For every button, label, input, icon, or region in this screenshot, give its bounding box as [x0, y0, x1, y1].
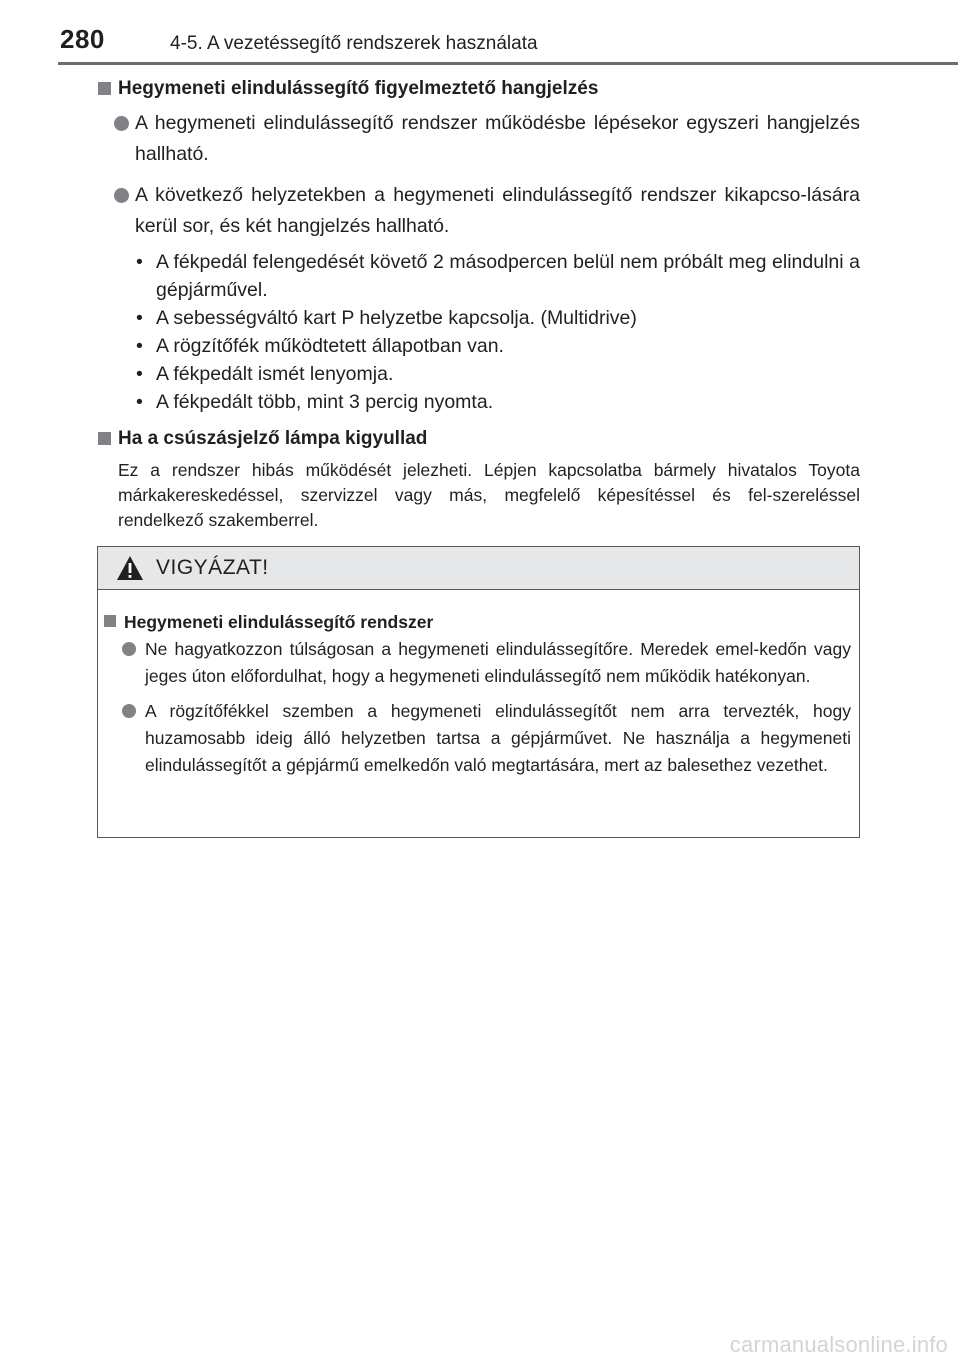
bullet-icon: •	[136, 335, 143, 357]
warning-triangle-icon	[116, 555, 144, 581]
circle-bullet-icon	[122, 642, 136, 656]
list-item-text: A következő helyzetekben a hegymeneti elindulássegítő rendszer kikapcso-lására kerül sor, és két hangjelzés hallható.	[135, 184, 860, 237]
section-heading-hill-start-warning	[96, 76, 860, 102]
circle-bullet-icon	[114, 116, 129, 131]
warning-item	[102, 698, 851, 779]
slip-indicator-text: Ez a rendszer hibás működését jelezheti. Lépjen kapcsolatba bármely hivatalos Toyota márkakereskedéssel, szervizzel vagy más, megfelelő képesítéssel és fel-szereléssel rendelkező szakemberrel.	[118, 460, 860, 530]
section-heading-slip-indicator	[96, 426, 860, 452]
warning-item-text: Ne hagyatkozzon túlságosan a hegymeneti elindulássegítőre. Meredek emel-kedőn vagy jeges úton előfordulhat, hogy a hegymeneti elindulássegítő nem működik hatékonyan.	[145, 639, 851, 686]
page-header	[0, 0, 960, 62]
list-item	[96, 180, 860, 242]
circle-bullet-icon	[122, 704, 136, 718]
condition-text: A fékpedált több, mint 3 percig nyomta.	[156, 391, 494, 413]
warning-title: VIGYÁZAT!	[156, 556, 269, 579]
page-number: 280	[60, 24, 105, 54]
bullet-icon: •	[136, 251, 143, 273]
square-bullet-icon	[104, 615, 116, 627]
list-item	[96, 108, 860, 170]
list-item-text: A hegymeneti elindulássegítő rendszer működésbe lépésekor egyszeri hangjelzés hallható.	[135, 112, 860, 165]
section-heading-text: Ha a csúszásjelző lámpa kigyullad	[118, 428, 428, 449]
circle-bullet-icon	[114, 188, 129, 203]
warning-box	[97, 546, 860, 838]
bullet-icon: •	[136, 363, 143, 385]
warning-heading	[102, 610, 851, 634]
condition-text: A rögzítőfék működtetett állapotban van.	[156, 335, 504, 357]
bullet-icon: •	[136, 307, 143, 329]
section-heading-text: Hegymeneti elindulássegítő figyelmeztető hangjelzés	[118, 78, 599, 99]
condition-item	[96, 360, 860, 388]
warning-item-text: A rögzítőfékkel szemben a hegymeneti elindulássegítőt nem arra tervezték, hogy huzamosabb ideig álló helyzetben tartsa a gépjárművet. Ne használja a hegymeneti elindulássegítőt a gépjármű emelkedőn való megtartására, mert az balesethez vezethet.	[145, 701, 851, 775]
main-content	[96, 76, 860, 533]
header-divider	[58, 62, 958, 65]
condition-item	[96, 388, 860, 416]
condition-item	[96, 332, 860, 360]
warning-item	[102, 636, 851, 690]
warning-header	[98, 547, 859, 590]
condition-text: A fékpedált ismét lenyomja.	[156, 363, 394, 385]
chapter-title: 4-5. A vezetéssegítő rendszerek használata	[170, 33, 538, 54]
warning-body	[98, 590, 859, 779]
square-bullet-icon	[98, 432, 111, 445]
condition-text: A sebességváltó kart P helyzetbe kapcsolja. (Multidrive)	[156, 307, 637, 329]
bullet-icon: •	[136, 391, 143, 413]
condition-item	[96, 304, 860, 332]
watermark: carmanualsonline.info	[729, 1332, 948, 1357]
square-bullet-icon	[98, 82, 111, 95]
condition-text: A fékpedál felengedését követő 2 másodpercen belül nem próbált meg elindulni a gépjárművel.	[156, 251, 860, 301]
condition-list	[96, 248, 860, 416]
condition-item	[96, 248, 860, 304]
warning-heading-text: Hegymeneti elindulássegítő rendszer	[124, 612, 434, 632]
